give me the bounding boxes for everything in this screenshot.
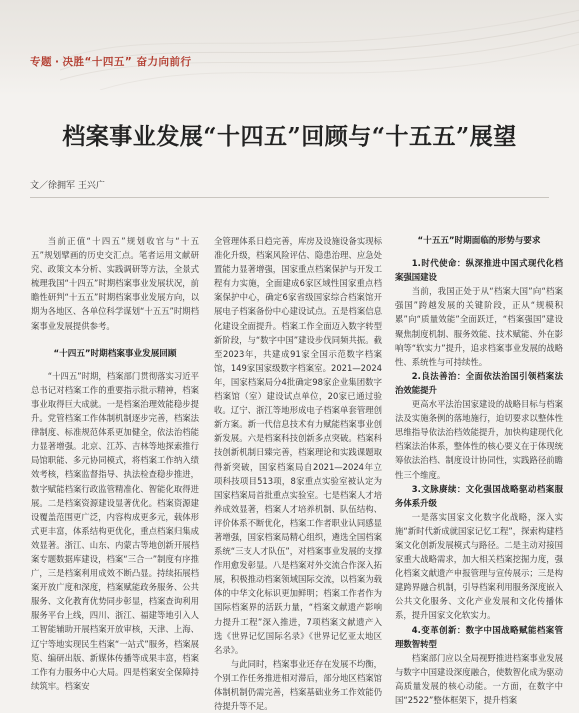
- shortcomings-paragraph: 与此同时，档案事业还存在发展不均衡，个别工作任务推进相对滞后，部分地区档案馆体制机制仍需完善，档案基础业务工作效能仍待提升等不足。: [214, 658, 382, 712]
- column-label: [30, 54, 191, 69]
- subheading-digital: 4.变革创新：数字中国战略赋能档案管理数智转型: [395, 624, 563, 649]
- mission-paragraph: 当前，我国正处于从“档案大国”向“档案强国”跨越发展的关键阶段，正从“规模积累”向“质量效能”全面跃迁，“档案强国”建设聚焦制度机制、服务效能、技术赋能、外在影响等“软实力”提升，追求档案事业发展的战略性、系统性与可持续性。: [395, 286, 563, 367]
- subheading-culture: 3.文脉赓续：文化强国战略驱动档案服务体系升级: [395, 483, 563, 508]
- culture-paragraph: 一是落实国家文化数字化战略，深入实施“新时代新成就国家记忆工程”，探索构建档案文化创新发展模式与路径。二是主动对接国家重大战略需求，加大相关档案挖掘力度，强化档案文献遗产申报管理与宣传展示；三是构建跨界融合机制，引导档案利用服务深度嵌入公共文化服务、文化产业发展和文化传播体系，提升国家文化软实力。: [395, 511, 563, 621]
- subheading-rule-of-law: 2.良法善治：全面依法治国引领档案法治效能提升: [395, 370, 563, 395]
- article-byline: 文／徐拥军 王兴广: [30, 181, 105, 191]
- column-label-topic: 专题: [30, 56, 52, 68]
- column-label-theme: 决胜“十四五” 奋力向前行: [62, 56, 192, 68]
- text-column-1: [31, 234, 199, 693]
- subheading-mission: 1.时代使命：纵深推进中国式现代化档案强国建设: [395, 258, 563, 283]
- column-label-separator: ·: [55, 56, 60, 68]
- digital-paragraph: 档案部门应以全局视野推进档案事业发展与数字中国建设深度融合，使数智化成为驱动高质量发展的核心动能。一方面，在数字中国“2522”整体框架下，提升档案: [395, 652, 563, 705]
- section-heading-review: “十四五”时期档案事业发展回顾: [53, 348, 177, 359]
- review-paragraph: “十四五”时期，档案部门贯彻落实习近平总书记对档案工作的重要指示批示精神，档案事业取得巨大成就。一是档案治理效能稳步提升。党管档案工作体制机制逐步完善，档案法律制度、标准规范体系更加健全，依法治档能力显著增强。北京、江苏、吉林等地探索推行局馆职能、多元协同模式，将档案工作纳入绩效考核，档案监督指导、执法检查稳步推进，数字赋能档案行政监管精准化、智能化取得进展。二是档案资源建设显著优化。档案资源建设覆盖范围更广泛，内容构成更多元，载体形式更丰富，体系结构更优化，重点档案归集成效显著。浙江、山东、内蒙古等地创新开展档案专题数据库建设，档案“三合一”制度有序推广，三是档案利用成效不断凸显。持续拓展档案开放广度和深度，档案赋能政务服务、公共服务、文化教育优势同步彰显，档案查询利用服务平台上线，四川、浙江、福建等地引入人工智能辅助开展档案开放审核，天津、上海、辽宁等地实现民生档案“一站式”服务，档案展览、编研出版、新媒体传播等成果丰富，档案工作有力服务中心大局。四是档案安全保障持续筑牢。档案安: [31, 370, 199, 691]
- intro-paragraph: 当前正值“十四五”规划收官与“十五五”规划擘画的历史交汇点。笔者运用文献研究、政策文本分析、实践调研等方法，全景式梳理我国“十四五”时期档案事业发展状况，前瞻性研判“十五五”时期档案事业发展方向，以期为各地区、各单位科学谋划“十五五”时期档案事业发展提供参考。: [31, 236, 199, 331]
- section-heading-outlook: “十五五”时期面临的形势与要求: [417, 236, 541, 246]
- article-title: 档案事业发展“十四五”回顾与“十五五”展望: [62, 123, 517, 150]
- review-paragraph-continued: 全管理体系日趋完善，库房及设施设备实现标准化升级，档案风险评估、隐患治理、应急处置能力显著增强，国家重点档案保护与开发工程有力实施，全面建成6家区域性国家重点档案保护中心，确定6家省级国家综合档案馆开展电子档案备份中心建设试点。五是档案信息化建设全面提升。档案工作全面迈入数字转型新阶段，与“数字中国”建设步伐同频共振。截至2023年，共建成91家全国示范数字档案馆，149家国家级数字档案室。2021—2024年，国家档案局分4批确定98家企业集团数字档案馆（室）建设试点单位，20家已通过验收。辽宁、浙江等地形成电子档案单套管理创新方案。新一代信息技术有力赋能档案事业创新发展。六是档案科技创新多点突破。档案科技创新机制日臻完善，档案理论和实践课题取得新突破，国家档案局自2021—2024年立项科技项目513项，8家重点实验室被认定为国家档案局首批重点实验室。七是档案人才培养成效显著，档案人才培养机制、队伍结构、评价体系不断优化，档案工作者职业认同感显著增强，国家档案局精心组织，遴选全国档案系统“三支人才队伍”，对档案事业发展的支撑作用愈发彰显。八是档案对外交流合作深入拓展，积极推动档案领域国际交流，以档案为载体的中华文化标识更加鲜明；档案工作者作为国际档案界的活跃力量，“档案文献遗产影响力提升工程”深入推进，7项档案文献遗产入选《世界记忆国际名录》《世界记忆亚太地区名录》。: [214, 236, 382, 655]
- title-divider: [30, 197, 549, 198]
- decorative-lines: [60, 10, 579, 90]
- text-column-3: [395, 234, 563, 707]
- header-band: [0, 0, 579, 96]
- text-column-2: [214, 234, 382, 713]
- rule-of-law-paragraph: 更高水平法治国家建设的战略目标与档案法及实施条例的落地施行，迫切要求以整体性思维指导依法治档效能提升，加快构建现代化档案法治体系，整体性的核心要义在于体现统筹依法治档、制度设计协同性，实践路径前瞻性三个维度。: [395, 399, 563, 480]
